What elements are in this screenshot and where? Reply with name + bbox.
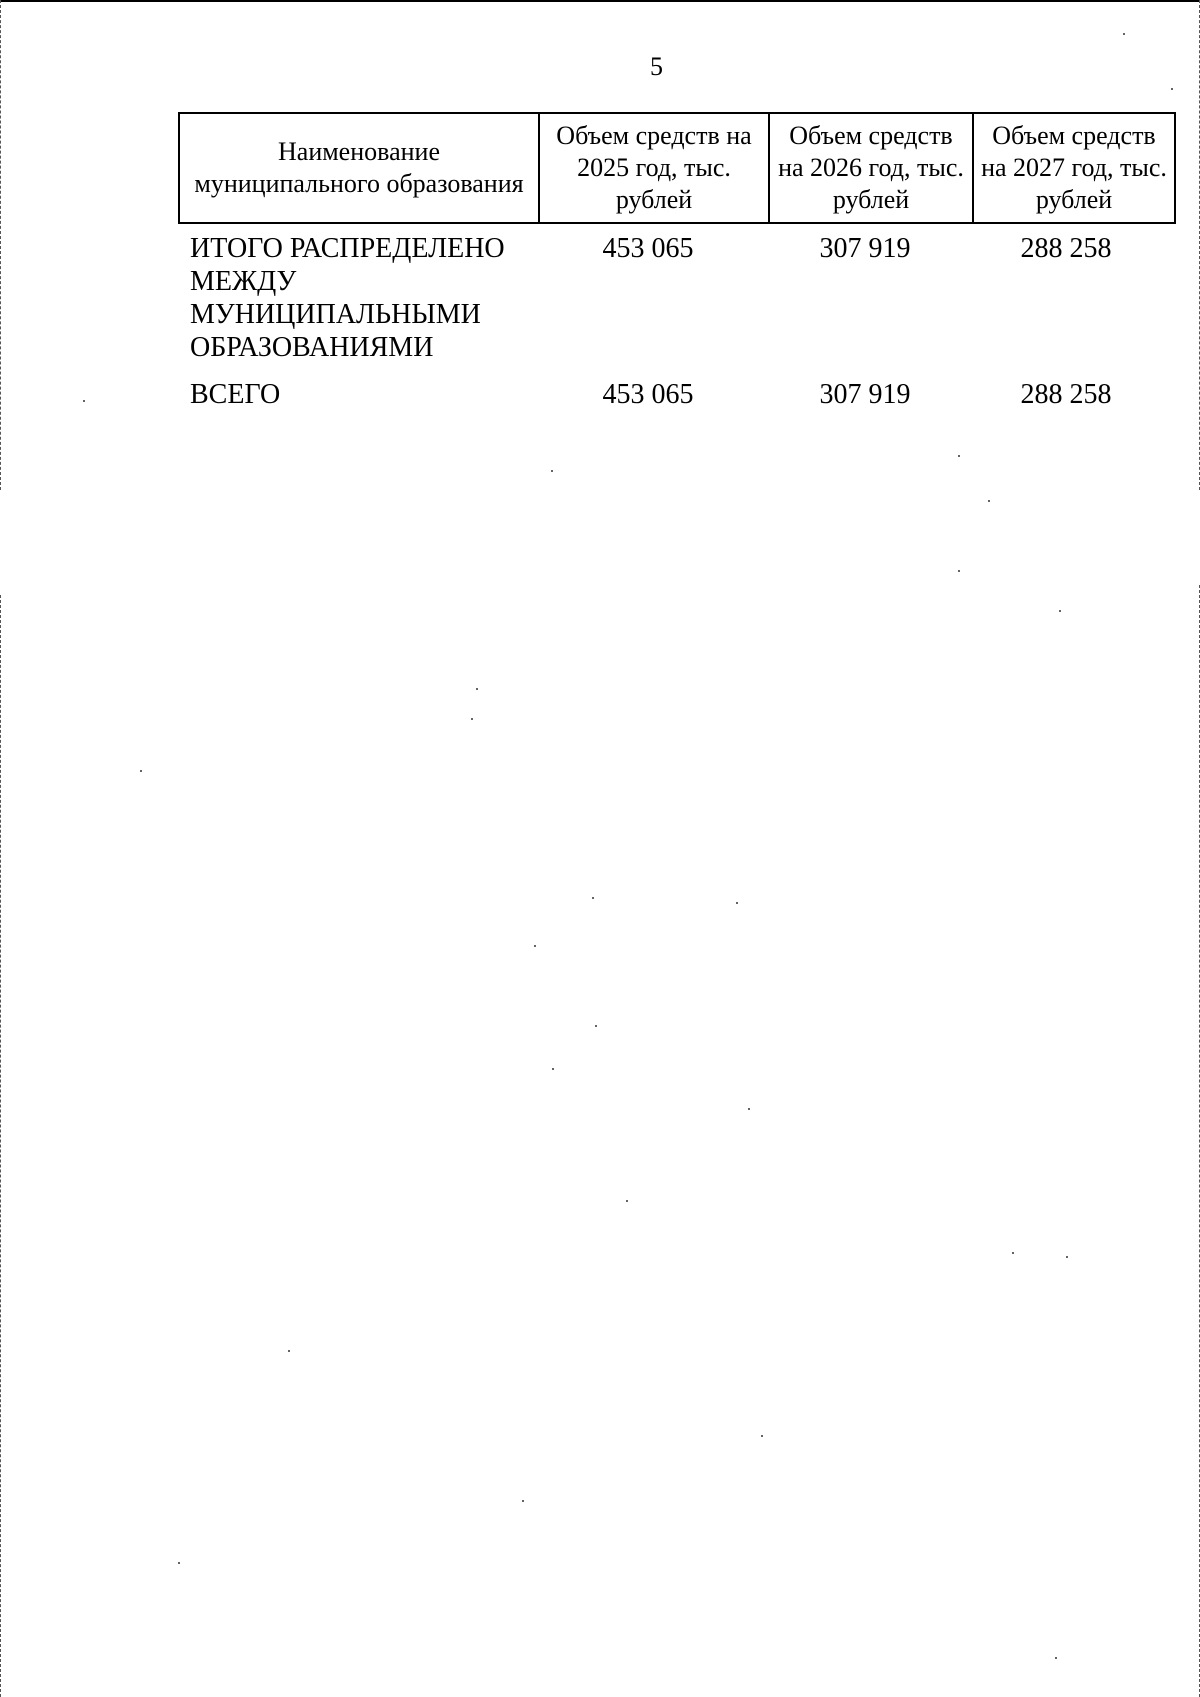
table-row-distributed <box>178 232 1168 364</box>
header-amount-2026: Объем средств на 2026 год, тыс. рублей <box>769 113 973 223</box>
scan-speck <box>534 945 536 947</box>
table-row-total <box>178 378 1168 411</box>
table-header-row <box>179 113 1175 223</box>
row-value-2027: 288 258 <box>1020 233 1112 264</box>
table-header <box>178 112 1176 224</box>
scan-speck <box>551 470 553 472</box>
header-amount-2025: Объем средств на 2025 год, тыс. рублей <box>539 113 769 223</box>
row-value-2025: 453 065 <box>602 233 694 264</box>
scan-speck <box>1066 1256 1068 1258</box>
scan-speck <box>1123 33 1125 35</box>
row-value-2026: 307 919 <box>819 233 911 264</box>
scan-speck <box>288 1350 290 1352</box>
scan-speck <box>626 1200 628 1202</box>
scan-speck <box>471 718 473 720</box>
row-total-2027: 288 258 <box>1020 379 1112 410</box>
scan-speck <box>1171 88 1173 90</box>
scan-speck <box>748 1108 750 1110</box>
scan-speck <box>595 1025 597 1027</box>
scan-speck <box>958 455 960 457</box>
scan-speck <box>1055 1657 1057 1659</box>
scan-speck <box>988 500 990 502</box>
page-left-edge-lower <box>0 595 2 1697</box>
scan-speck <box>761 1435 763 1437</box>
header-municipality: Наименование муниципального образования <box>179 113 539 223</box>
scan-speck <box>522 1500 524 1502</box>
row-name-distributed: ИТОГО РАСПРЕДЕЛЕНО МЕЖДУ МУНИЦИПАЛЬНЫМИ ОБРАЗОВАНИЯМИ <box>190 233 505 363</box>
scan-speck <box>592 897 594 899</box>
row-total-2025: 453 065 <box>602 379 694 410</box>
scan-speck <box>1059 610 1061 612</box>
header-amount-2027: Объем средств на 2027 год, тыс. рублей <box>973 113 1175 223</box>
scan-speck <box>83 400 85 402</box>
scan-speck <box>476 688 478 690</box>
row-name-total: ВСЕГО <box>190 379 281 410</box>
scan-speck <box>736 902 738 904</box>
page-top-border <box>0 0 1200 2</box>
scan-speck <box>140 770 142 772</box>
scan-speck <box>1012 1252 1014 1254</box>
page-number: 5 <box>650 52 663 81</box>
scan-speck <box>552 1068 554 1070</box>
row-total-2026: 307 919 <box>819 379 911 410</box>
table-body <box>178 232 1168 411</box>
scan-speck <box>958 570 960 572</box>
scan-speck <box>178 1562 180 1564</box>
